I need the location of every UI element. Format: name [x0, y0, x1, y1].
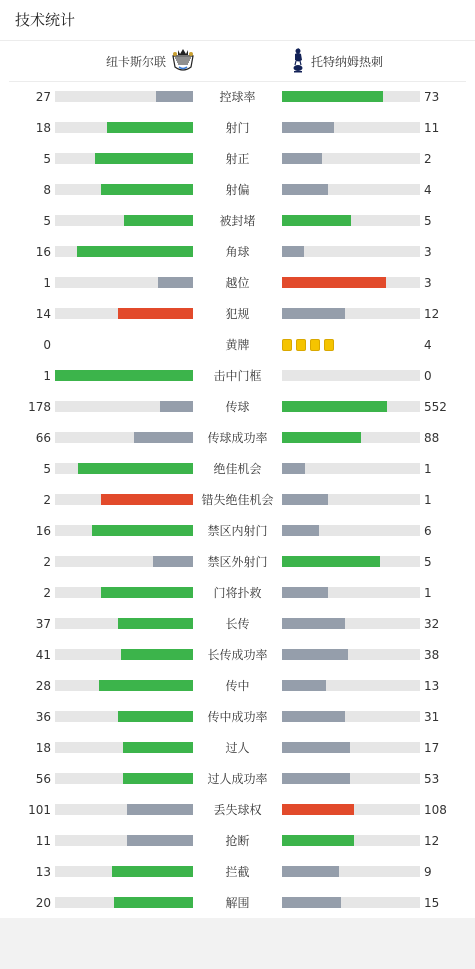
stat-row [0, 423, 475, 454]
home-stat-bar-track [55, 246, 193, 257]
home-stat-value: 5 [43, 152, 51, 166]
away-stat-bar [282, 184, 328, 195]
stat-label: 过人成功率 [207, 772, 268, 786]
tottenham-cockerel-icon [291, 47, 305, 76]
away-stat-bar [282, 804, 354, 815]
away-stat-value: 3 [424, 245, 432, 259]
away-stat-value: 11 [424, 121, 440, 135]
home-stat-bar [99, 680, 193, 691]
home-stat-value: 11 [35, 834, 51, 848]
away-stat-value: 108 [424, 803, 447, 817]
stat-row [0, 175, 475, 206]
home-stat-value: 56 [35, 772, 51, 786]
away-stat-bar [282, 680, 326, 691]
home-stat-value: 28 [35, 679, 51, 693]
stat-row [0, 857, 475, 888]
away-stat-value: 552 [424, 400, 447, 414]
home-stat-bar [95, 153, 193, 164]
home-stat-bar-track [55, 773, 193, 784]
home-stat-value: 1 [43, 276, 51, 290]
away-stat-bar [282, 711, 345, 722]
away-stat-bar [282, 525, 319, 536]
away-stat-value: 1 [424, 586, 432, 600]
stat-label: 过人 [225, 741, 250, 755]
home-stat-bar [101, 587, 193, 598]
stat-row [0, 268, 475, 299]
home-stat-bar-track [55, 463, 193, 474]
home-stat-bar-track [55, 556, 193, 567]
away-stat-value: 13 [424, 679, 440, 693]
stat-label: 拦截 [225, 865, 250, 879]
stat-label: 禁区内射门 [207, 524, 268, 538]
home-stat-bar-track [55, 742, 193, 753]
home-stat-bar-track [55, 401, 193, 412]
home-stat-bar-track [55, 153, 193, 164]
away-stat-bar-track [282, 184, 420, 195]
away-stat-bar [282, 277, 386, 288]
stat-row [0, 671, 475, 702]
stat-row [0, 547, 475, 578]
home-stat-bar [78, 463, 193, 474]
home-stat-bar [134, 432, 193, 443]
away-stat-value: 53 [424, 772, 440, 786]
stat-label: 绝佳机会 [213, 462, 262, 476]
home-stat-value: 14 [35, 307, 51, 321]
stat-label: 传球 [225, 400, 250, 414]
stat-label: 射偏 [225, 183, 250, 197]
stat-row [0, 144, 475, 175]
home-stat-value: 18 [35, 121, 51, 135]
away-stat-bar-track [282, 463, 420, 474]
stat-row [0, 392, 475, 423]
home-stat-bar [101, 184, 193, 195]
away-stat-value: 31 [424, 710, 440, 724]
home-stat-value: 178 [28, 400, 51, 414]
stat-label: 射门 [225, 121, 250, 135]
home-stat-bar [118, 308, 193, 319]
stat-row [0, 640, 475, 671]
yellow-card-icon [282, 339, 292, 351]
home-stat-value: 16 [35, 245, 51, 259]
home-stat-bar-track [55, 711, 193, 722]
home-stat-bar-track [55, 866, 193, 877]
stat-row [0, 299, 475, 330]
away-stat-bar-track [282, 277, 420, 288]
away-stat-bar [282, 246, 304, 257]
away-stat-bar-track [282, 432, 420, 443]
yellow-card-icon [296, 339, 306, 351]
away-stat-bar [282, 432, 361, 443]
home-stat-bar-track [55, 277, 193, 288]
away-stat-bar [282, 153, 322, 164]
away-team[interactable] [291, 41, 383, 81]
home-stat-bar-track [55, 835, 193, 846]
stat-row [0, 516, 475, 547]
home-stat-value: 66 [35, 431, 51, 445]
stat-label: 长传成功率 [207, 648, 268, 662]
away-stat-bar-track [282, 153, 420, 164]
home-stat-bar-track [55, 618, 193, 629]
home-stat-bar [107, 122, 193, 133]
home-stat-bar [121, 649, 193, 660]
home-stat-value: 5 [43, 462, 51, 476]
away-stat-bar-track [282, 215, 420, 226]
home-stat-value: 1 [43, 369, 51, 383]
home-stat-value: 5 [43, 214, 51, 228]
away-stat-bar [282, 649, 348, 660]
away-stat-value: 1 [424, 462, 432, 476]
home-stat-bar-track [55, 587, 193, 598]
home-stat-bar-track [55, 897, 193, 908]
away-stat-bar [282, 866, 339, 877]
away-stat-value: 15 [424, 896, 440, 910]
home-team[interactable] [106, 41, 196, 81]
home-stat-bar-track [55, 308, 193, 319]
stat-row [0, 795, 475, 826]
away-stat-bar [282, 618, 345, 629]
away-stat-bar-track [282, 525, 420, 536]
stat-row [0, 826, 475, 857]
stat-label: 门将扑救 [213, 586, 262, 600]
newcastle-crest-icon [170, 47, 196, 76]
home-stat-bar-track [55, 91, 193, 102]
home-stat-bar [118, 618, 193, 629]
stat-row [0, 82, 475, 113]
stat-label: 黄牌 [225, 338, 250, 352]
stat-row [0, 485, 475, 516]
away-stat-bar-track [282, 401, 420, 412]
home-stat-bar-track [55, 680, 193, 691]
stat-row [0, 733, 475, 764]
home-stat-bar [55, 370, 193, 381]
away-stat-value: 1 [424, 493, 432, 507]
away-stat-value: 2 [424, 152, 432, 166]
away-stat-value: 3 [424, 276, 432, 290]
home-stat-value: 18 [35, 741, 51, 755]
stat-label: 传中 [225, 679, 250, 693]
yellow-card-icon [324, 339, 334, 351]
home-stat-bar-track [55, 184, 193, 195]
away-yellow-cards [282, 339, 334, 351]
stat-label: 传中成功率 [207, 710, 268, 724]
away-stat-value: 4 [424, 338, 432, 352]
home-stat-bar [156, 91, 193, 102]
away-stat-value: 0 [424, 369, 432, 383]
home-stat-bar [158, 277, 193, 288]
away-stat-value: 6 [424, 524, 432, 538]
away-stat-bar-track [282, 835, 420, 846]
stat-row [0, 578, 475, 609]
stat-row [0, 454, 475, 485]
away-stat-bar-track [282, 804, 420, 815]
home-stat-bar [123, 742, 193, 753]
away-stat-bar-track [282, 91, 420, 102]
home-stat-bar [127, 804, 193, 815]
away-stat-bar-track [282, 897, 420, 908]
home-stat-bar-track [55, 649, 193, 660]
home-stat-value: 13 [35, 865, 51, 879]
stat-row [0, 113, 475, 144]
home-stat-value: 41 [35, 648, 51, 662]
away-stat-bar-track [282, 618, 420, 629]
home-stat-value: 8 [43, 183, 51, 197]
away-stat-bar-track [282, 587, 420, 598]
home-stat-bar [123, 773, 193, 784]
away-stat-bar [282, 835, 354, 846]
away-stat-bar-track [282, 742, 420, 753]
teams-header [9, 41, 466, 82]
away-stat-value: 38 [424, 648, 440, 662]
home-stat-bar [153, 556, 193, 567]
stat-label: 抢断 [225, 834, 250, 848]
home-stat-bar [118, 711, 193, 722]
away-stat-bar-track [282, 711, 420, 722]
away-stat-bar [282, 587, 328, 598]
stat-row [0, 609, 475, 640]
stat-row [0, 702, 475, 733]
away-stat-value: 4 [424, 183, 432, 197]
home-team-name: 纽卡斯尔联 [106, 54, 167, 69]
home-stat-bar [114, 897, 193, 908]
away-stat-value: 32 [424, 617, 440, 631]
away-stat-bar-track [282, 122, 420, 133]
away-stat-bar [282, 556, 380, 567]
away-stat-value: 73 [424, 90, 440, 104]
home-stat-bar [92, 525, 193, 536]
home-stat-bar-track [55, 370, 193, 381]
home-stat-bar [101, 494, 193, 505]
home-stat-bar [77, 246, 193, 257]
page-title: 技术统计 [0, 0, 475, 41]
away-stat-bar-track [282, 680, 420, 691]
stat-label: 传球成功率 [207, 431, 268, 445]
stat-label: 错失绝佳机会 [201, 493, 274, 507]
stat-row [0, 764, 475, 795]
stat-label: 控球率 [219, 90, 256, 104]
stat-label: 被封堵 [219, 214, 256, 228]
stat-row [0, 206, 475, 237]
home-stat-bar-track [55, 525, 193, 536]
home-stat-value: 101 [28, 803, 51, 817]
home-stat-value: 27 [35, 90, 51, 104]
away-stat-bar-track [282, 649, 420, 660]
away-stat-bar-track [282, 370, 420, 381]
home-stat-value: 2 [43, 555, 51, 569]
home-stat-value: 2 [43, 586, 51, 600]
away-stat-value: 5 [424, 214, 432, 228]
stat-label: 解围 [225, 896, 250, 910]
away-stat-value: 12 [424, 307, 440, 321]
home-stat-value: 0 [43, 338, 51, 352]
home-stat-bar-track [55, 494, 193, 505]
stat-label: 越位 [225, 276, 250, 290]
home-stat-value: 20 [35, 896, 51, 910]
stat-label: 射正 [225, 152, 250, 166]
stat-row [0, 237, 475, 268]
away-stat-bar-track [282, 494, 420, 505]
away-stat-bar-track [282, 773, 420, 784]
away-stat-bar-track [282, 308, 420, 319]
away-stat-bar [282, 308, 345, 319]
away-stat-bar-track [282, 866, 420, 877]
away-stat-bar [282, 122, 334, 133]
home-stat-value: 16 [35, 524, 51, 538]
home-stat-bar [127, 835, 193, 846]
away-stat-value: 88 [424, 431, 440, 445]
stat-label: 禁区外射门 [207, 555, 268, 569]
stat-label: 犯规 [225, 307, 250, 321]
stat-label: 长传 [225, 617, 250, 631]
away-stat-bar [282, 494, 328, 505]
stat-label: 角球 [225, 245, 250, 259]
home-stat-bar-track [55, 804, 193, 815]
away-stat-value: 17 [424, 741, 440, 755]
home-stat-bar-track [55, 122, 193, 133]
away-stat-bar [282, 401, 387, 412]
home-stat-bar [112, 866, 193, 877]
away-stat-bar-track [282, 246, 420, 257]
yellow-card-icon [310, 339, 320, 351]
away-stat-value: 12 [424, 834, 440, 848]
home-stat-value: 37 [35, 617, 51, 631]
stats-list [0, 82, 475, 919]
stat-row [0, 330, 475, 361]
away-stat-bar [282, 897, 341, 908]
away-stat-value: 5 [424, 555, 432, 569]
home-stat-value: 36 [35, 710, 51, 724]
away-stat-value: 9 [424, 865, 432, 879]
away-stat-bar [282, 742, 350, 753]
stat-label: 击中门框 [213, 369, 262, 383]
away-stat-bar [282, 463, 305, 474]
home-stat-bar-track [55, 432, 193, 443]
home-stat-bar [160, 401, 193, 412]
away-team-name: 托特纳姆热刺 [311, 54, 384, 69]
away-stat-bar [282, 91, 383, 102]
away-stat-bar [282, 773, 350, 784]
home-stat-bar [124, 215, 193, 226]
stat-row [0, 361, 475, 392]
stat-label: 丢失球权 [213, 803, 262, 817]
stat-row [0, 888, 475, 919]
home-stat-value: 2 [43, 493, 51, 507]
home-stat-bar-track [55, 215, 193, 226]
away-stat-bar-track [282, 556, 420, 567]
away-stat-bar [282, 215, 351, 226]
